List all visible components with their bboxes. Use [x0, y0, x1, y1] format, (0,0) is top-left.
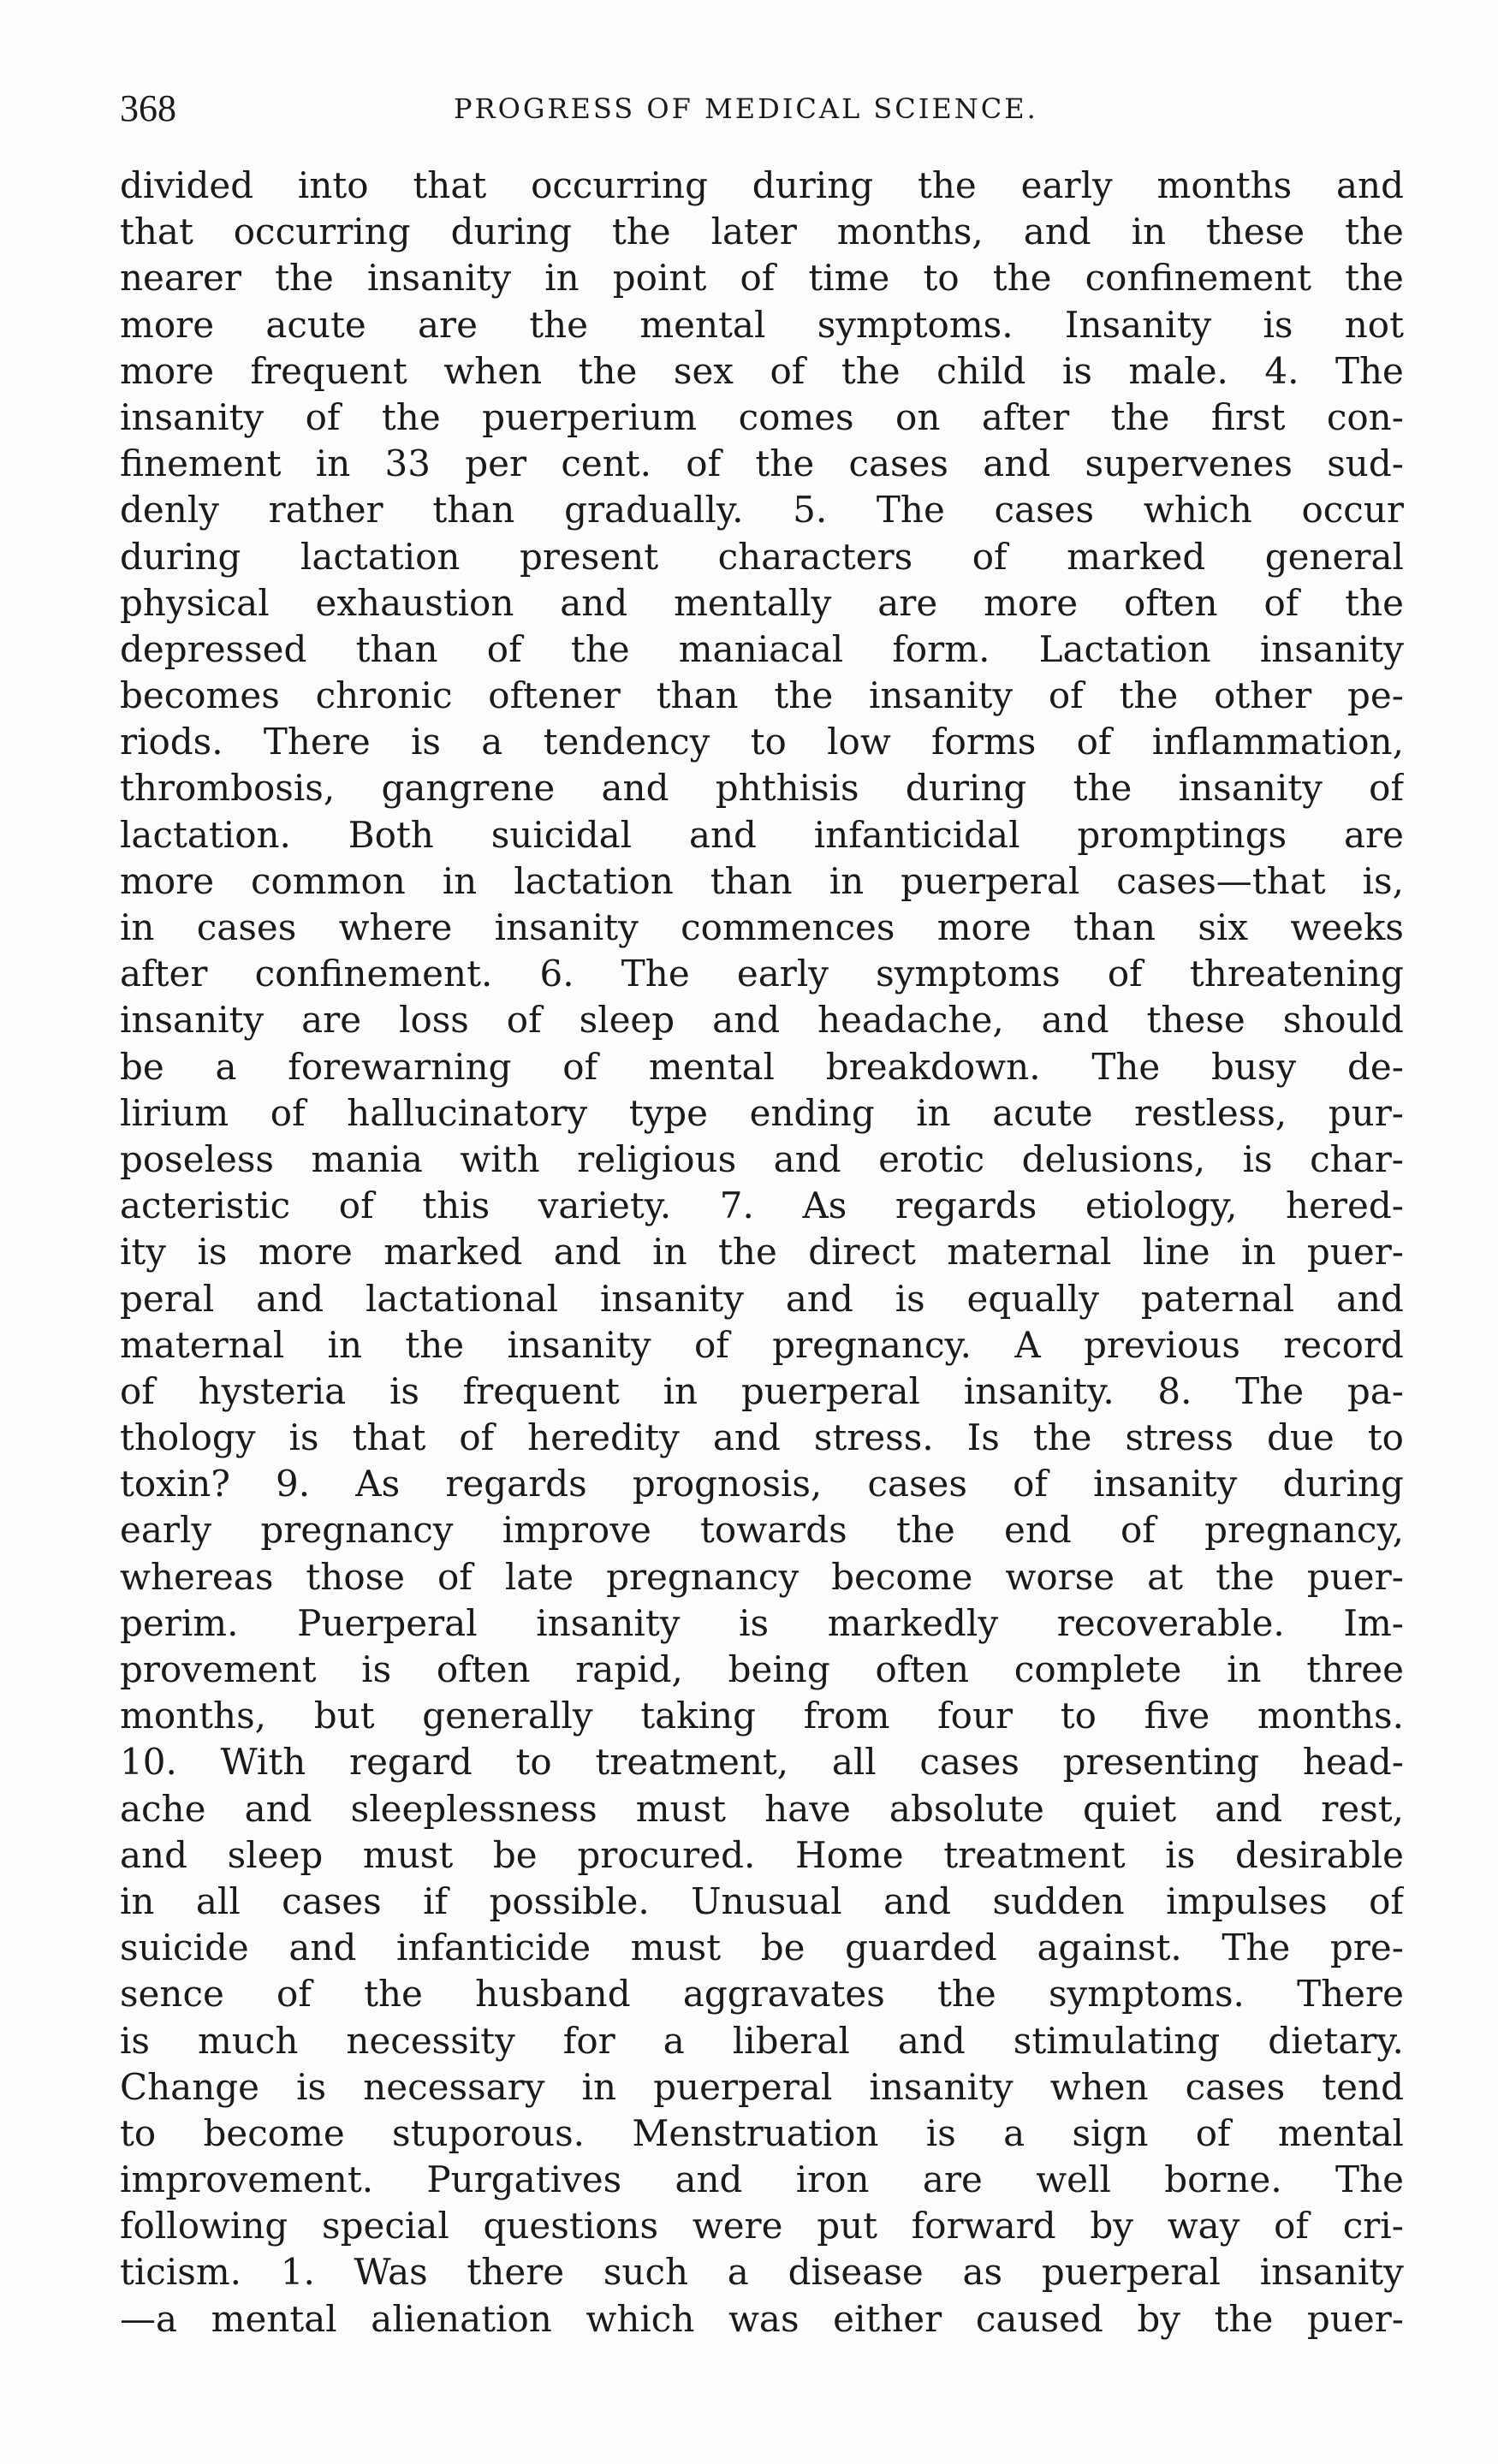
text-line: early pregnancy improve towards the end of pregnancy,: [120, 1509, 1404, 1552]
text-line: acteristic of this variety. 7. As regards etiology, hered-: [120, 1185, 1404, 1227]
text-line: more acute are the mental symptoms. Insanity is not: [120, 303, 1404, 346]
text-line: 10. With regard to treatment, all cases presenting head-: [120, 1741, 1404, 1784]
text-line: during lactation present characters of marked general: [120, 535, 1404, 578]
text-line: months, but generally taking from four to five months.: [120, 1695, 1404, 1737]
running-head: [120, 79, 1404, 139]
text-line: physical exhaustion and mentally are more often of the: [120, 581, 1404, 624]
text-line: ity is more marked and in the direct maternal line in puer-: [120, 1231, 1404, 1274]
text-line: thology is that of heredity and stress. Is the stress due to: [120, 1416, 1404, 1459]
text-line: poseless mania with religious and erotic delusions, is char-: [120, 1137, 1404, 1180]
text-line: ache and sleeplessness must have absolute quiet and rest,: [120, 1787, 1404, 1830]
page-number: 368: [120, 87, 176, 129]
text-line: denly rather than gradually. 5. The cases which occur: [120, 489, 1404, 531]
text-line: lirium of hallucinatory type ending in acute restless, pur-: [120, 1091, 1404, 1134]
text-line: ticism. 1. Was there such a disease as puerperal insanity: [120, 2251, 1404, 2294]
text-line: more common in lactation than in puerperal cases—that is,: [120, 859, 1404, 902]
text-line: maternal in the insanity of pregnancy. A previous record: [120, 1323, 1404, 1366]
text-line: lactation. Both suicidal and infanticidal promptings are: [120, 813, 1404, 856]
text-line: insanity are loss of sleep and headache, and these should: [120, 999, 1404, 1042]
text-line: to become stuporous. Menstruation is a sign of mental: [120, 2111, 1404, 2154]
text-line: after confinement. 6. The early symptoms of threatening: [120, 953, 1404, 995]
text-line: perim. Puerperal insanity is markedly recoverable. Im-: [120, 1601, 1404, 1644]
text-line: is much necessity for a liberal and stimulating dietary.: [120, 2019, 1404, 2062]
text-line: depressed than of the maniacal form. Lactation insanity: [120, 627, 1404, 670]
text-line: following special questions were put forward by way of cri-: [120, 2205, 1404, 2247]
text-line: whereas those of late pregnancy become worse at the puer-: [120, 1555, 1404, 1598]
text-line: insanity of the puerperium comes on after the first con-: [120, 395, 1404, 438]
text-line: divided into that occurring during the early months and: [120, 164, 1404, 206]
text-line: in cases where insanity commences more than six weeks: [120, 906, 1404, 948]
text-line: that occurring during the later months, and in these the: [120, 211, 1404, 253]
text-line: of hysteria is frequent in puerperal insanity. 8. The pa-: [120, 1369, 1404, 1412]
text-line: nearer the insanity in point of time to the confinement the: [120, 257, 1404, 300]
text-line: finement in 33 per cent. of the cases and supervenes sud-: [120, 442, 1404, 485]
body-text: [120, 163, 1404, 2342]
text-line: —a mental alienation which was either caused by the puer-: [120, 2297, 1404, 2340]
text-line: thrombosis, gangrene and phthisis during the insanity of: [120, 767, 1404, 810]
text-line: becomes chronic oftener than the insanity of the other pe-: [120, 674, 1404, 717]
running-title: PROGRESS OF MEDICAL SCIENCE.: [454, 92, 1038, 125]
text-line: provement is often rapid, being often complete in three: [120, 1648, 1404, 1690]
text-line: Change is necessary in puerperal insanity when cases tend: [120, 2065, 1404, 2108]
text-line: riods. There is a tendency to low forms of inflammation,: [120, 721, 1404, 763]
text-line: peral and lactational insanity and is equally paternal and: [120, 1277, 1404, 1320]
text-line: in all cases if possible. Unusual and sudden impulses of: [120, 1879, 1404, 1922]
text-line: toxin? 9. As regards prognosis, cases of insanity during: [120, 1463, 1404, 1505]
text-line: be a forewarning of mental breakdown. The busy de-: [120, 1045, 1404, 1088]
text-line: and sleep must be procured. Home treatment is desirable: [120, 1833, 1404, 1876]
text-line: more frequent when the sex of the child is male. 4. The: [120, 349, 1404, 392]
text-line: suicide and infanticide must be guarded against. The pre-: [120, 1927, 1404, 1969]
text-line: sence of the husband aggravates the symptoms. There: [120, 1973, 1404, 2016]
text-line: improvement. Purgatives and iron are well borne. The: [120, 2158, 1404, 2201]
